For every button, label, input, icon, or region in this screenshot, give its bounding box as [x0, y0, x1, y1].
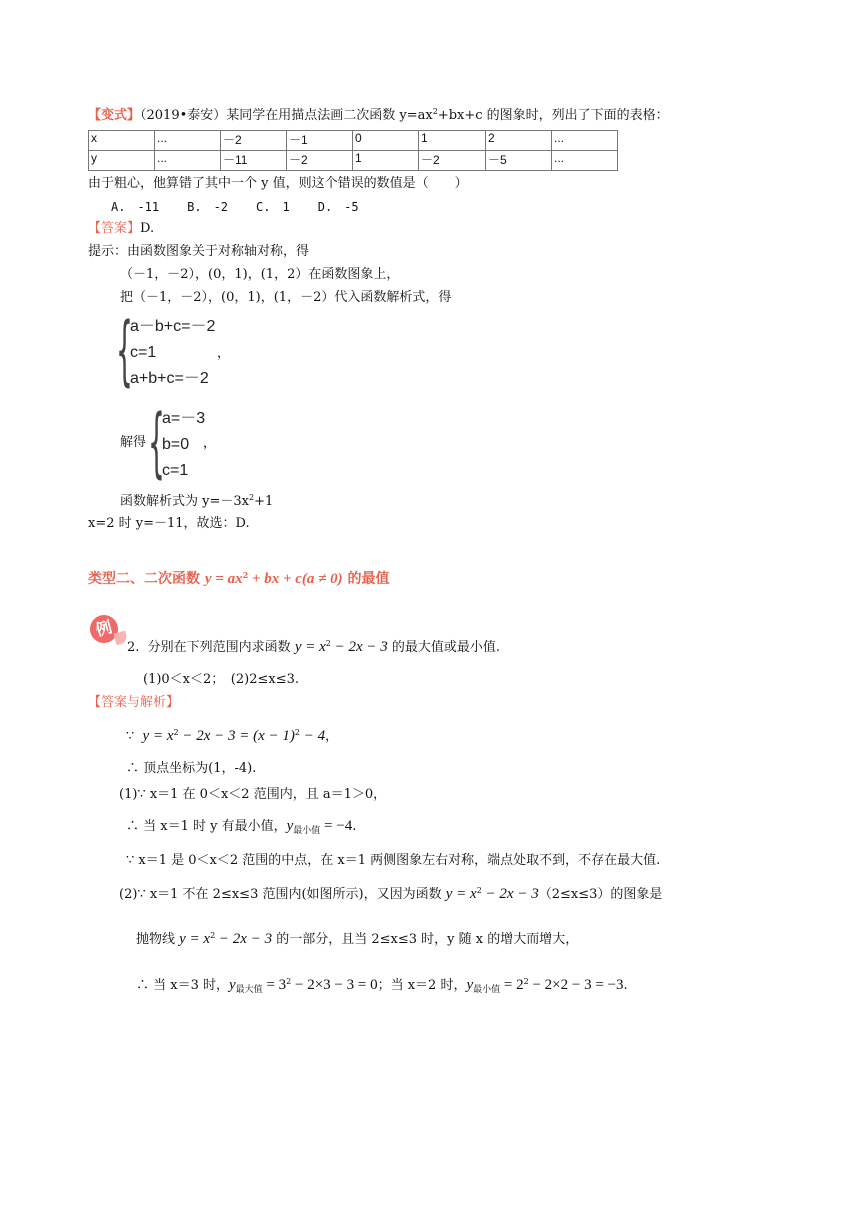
- answer-analysis-tag: 【答案与解析】: [88, 695, 180, 710]
- equation: a=－3: [162, 410, 206, 427]
- comma: ，: [217, 346, 231, 361]
- hint-line-3: 把（－1，－2），(0，1)，(1，－2）代入函数解析式，得: [120, 290, 452, 305]
- table-cell: 2: [486, 131, 552, 151]
- table-cell: ...: [552, 131, 618, 151]
- answer-line: [88, 220, 154, 238]
- table-cell: 1: [353, 151, 419, 171]
- final-line: x=2 时 y=－11，故选：D.: [88, 516, 250, 531]
- left-brace: {: [116, 305, 133, 394]
- table-cell: ...: [552, 151, 618, 171]
- table-cell: 1: [419, 131, 486, 151]
- table-cell: －5: [486, 151, 552, 171]
- solution-step-1: ∵ $y = x^2 - 2x - 3 = (x - 1)^2 - 4$，: [126, 728, 339, 744]
- solve-label: 解得: [120, 435, 147, 450]
- example-badge: 例: [87, 612, 121, 646]
- solution-step-4: ∴ 当 x＝1 时 y 有最小值，$y_{最小值} = -4$.: [126, 818, 357, 836]
- answer-tag: 【答案】: [88, 221, 141, 236]
- solution-step-7: 抛物线 $y = x^2 - 2x - 3$ 的一部分，且当 2≤x≤3 时，y 随 x 的增大而增大，: [136, 931, 579, 947]
- table-cell: －11: [221, 151, 287, 171]
- example-question: 2. 分别在下列范围内求函数 $y = x^2 - 2x - 3$ 的最大值或最小值.: [127, 639, 501, 655]
- variant-tag: 【变式】: [88, 108, 141, 123]
- table-row-y: [89, 151, 618, 171]
- solution-step-2: ∴ 顶点坐标为(1，-4).: [126, 761, 257, 776]
- option-d: D. -5: [317, 200, 359, 214]
- options-row: [111, 198, 359, 216]
- solution-step-5: ∵ x＝1 是 0＜x＜2 范围的中点，在 x＝1 两侧图象左右对称，端点处取不到，不存在最大值.: [126, 853, 661, 868]
- answer-value: D.: [140, 221, 155, 236]
- solution-step-8: ∴ 当 x＝3 时，$y_{最大值} = 3^2 - 2\times 3 - 3 = 0$；当 x＝2 时，$y_{最小值} = 2^2 - 2\times 2 - 3 = -3$.: [136, 977, 628, 995]
- equation: c=1: [130, 344, 157, 361]
- equation: b=0: [162, 436, 190, 453]
- section-heading: 类型二、二次函数 $y = ax^2$ + bx + c(a ≠ 0) 的最值: [88, 570, 390, 587]
- equation: a+b+c=－2: [130, 370, 209, 387]
- variant-question-line: 【变式】（2019•泰安）某同学在用描点法画二次函数 $y=ax^2+bx+c$ 的图象时，列出了下面的表格：: [88, 107, 669, 123]
- table-cell: －1: [287, 131, 353, 151]
- solution-step-6: (2)∵ x＝1 不在 2≤x≤3 范围内(如图所示)，又因为函数 $y = x^2 - 2x - 3(2\le x\le 3)$的图象是: [119, 886, 663, 902]
- table-cell: y: [89, 151, 155, 171]
- equation: a－b+c=－2: [130, 318, 216, 335]
- equation-system-2: [162, 406, 205, 484]
- variant-question-text: 某同学在用描点法画二次函数 y=ax: [226, 108, 433, 123]
- hint-line-1: 提示：由函数图象关于对称轴对称，得: [88, 244, 310, 259]
- table-cell: x: [89, 131, 155, 151]
- table-cell: ...: [155, 151, 221, 171]
- option-a: A. -11: [111, 200, 160, 214]
- function-expression: 函数解析式为 $y=-3x^2+1$: [120, 493, 274, 509]
- left-brace: {: [148, 397, 165, 486]
- equation-system-1: [130, 314, 215, 392]
- table-cell: 0: [353, 131, 419, 151]
- table-cell: ...: [155, 131, 221, 151]
- option-b: B. -2: [187, 200, 229, 214]
- option-c: C. 1: [256, 200, 290, 214]
- value-table: [88, 130, 618, 171]
- comma: ，: [203, 436, 217, 451]
- table-cell: －2: [221, 131, 287, 151]
- solution-step-3: (1)∵ x＝1 在 0＜x＜2 范围内，且 a＝1＞0，: [119, 787, 387, 802]
- equation: c=1: [162, 462, 189, 479]
- variant-source: （2019•泰安）: [140, 108, 227, 123]
- variant-question-2: 由于粗心，他算错了其中一个 y 值，则这个错误的数值是（ ）: [88, 176, 468, 191]
- hint-line-2: （－1，－2），(0，1)，(1，2）在函数图象上，: [120, 267, 400, 282]
- table-cell: －2: [287, 151, 353, 171]
- table-row-x: [89, 131, 618, 151]
- table-cell: －2: [419, 151, 486, 171]
- example-ranges: (1)0＜x＜2； (2)2≤x≤3.: [143, 672, 299, 687]
